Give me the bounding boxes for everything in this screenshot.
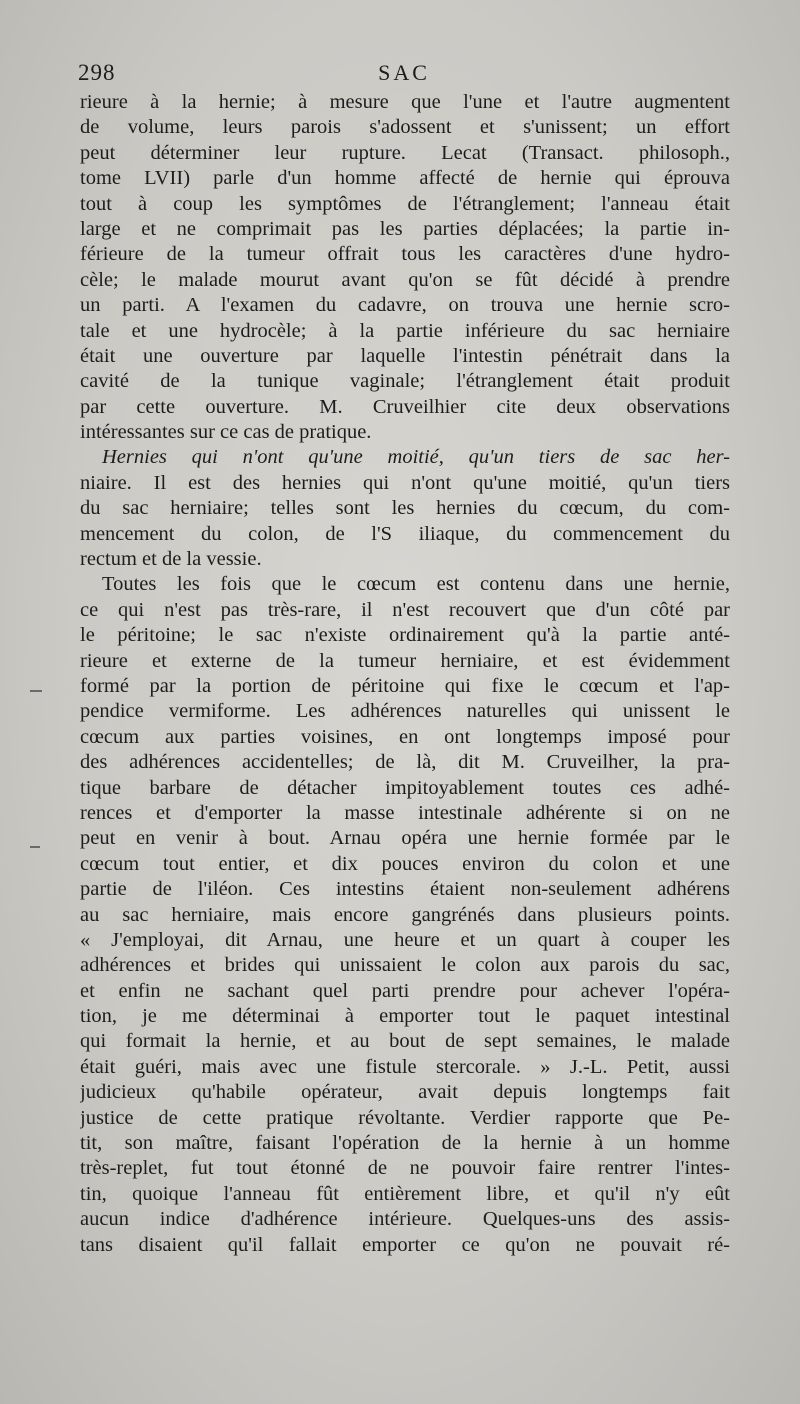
text-line: rieure à la hernie; à mesure que l'une et l'autre augmentent: [80, 91, 730, 113]
text-line: cèle; le malade mourut avant qu'on se fût décidé à prendre: [80, 268, 730, 291]
text-line: qui formait la hernie, et au bout de sept semaines, le malade: [80, 1030, 730, 1053]
text-line: était une ouverture par laquelle l'intestin pénétrait dans la: [80, 344, 730, 367]
text-line: pendice vermiforme. Les adhérences naturelles qui unissent le: [80, 700, 730, 723]
text-line: ce qui n'est pas très-rare, il n'est recouvert que d'un côté par: [80, 598, 730, 621]
text-line: de volume, leurs parois s'adossent et s'unissent; un effort: [80, 116, 730, 139]
running-head: [78, 60, 730, 90]
text-line: et enfin ne sachant quel parti prendre pour achever l'opéra-: [80, 979, 730, 1002]
text-line: rectum et de la vessie.: [80, 548, 262, 571]
text-line: tion, je me déterminai à emporter tout le paquet intestinal: [80, 1005, 730, 1028]
text-line: formé par la portion de péritoine qui fixe le cœcum et l'ap-: [80, 674, 730, 697]
subheading-line: Hernies qui n'ont qu'une moitié, qu'un tiers de sac her-: [102, 446, 730, 469]
text-line: tique barbare de détacher impitoyablement toutes ces adhé-: [80, 776, 730, 799]
text-line: au sac herniaire, mais encore gangrénés dans plusieurs points.: [80, 903, 730, 926]
page-number: 298: [78, 60, 116, 85]
text-line: large et ne comprimait pas les parties déplacées; la partie in-: [80, 217, 730, 240]
text-line: niaire. Il est des hernies qui n'ont qu'une moitié, qu'un tiers: [80, 471, 730, 494]
body-text: [80, 90, 730, 1258]
text-line: tans disaient qu'il fallait emporter ce qu'on ne pouvait ré-: [80, 1233, 730, 1256]
margin-mark: [30, 690, 42, 692]
text-line: judicieux qu'habile opérateur, avait depuis longtemps fait: [80, 1081, 730, 1104]
text-line: un parti. A l'examen du cadavre, on trouva une hernie scro-: [80, 294, 730, 317]
text-line: mencement du colon, de l'S iliaque, du commencement du: [80, 522, 730, 545]
section-title: SAC: [378, 60, 430, 85]
text-line: tin, quoique l'anneau fût entièrement libre, et qu'il n'y eût: [80, 1182, 730, 1205]
text-line: cavité de la tunique vaginale; l'étranglement était produit: [80, 370, 730, 393]
text-line: intéressantes sur ce cas de pratique.: [80, 421, 372, 444]
text-line: des adhérences accidentelles; de là, dit M. Cruveilher, la pra-: [80, 751, 730, 774]
text-line: cœcum aux parties voisines, en ont longtemps imposé pour: [80, 725, 730, 748]
text-line: était guéri, mais avec une fistule stercorale. » J.-L. Petit, aussi: [80, 1055, 730, 1078]
text-line: rences et d'emporter la masse intestinale adhérente si on ne: [80, 801, 730, 824]
text-line: justice de cette pratique révoltante. Verdier rapporte que Pe-: [80, 1106, 730, 1129]
text-line: aucun indice d'adhérence intérieure. Quelques-uns des assis-: [80, 1208, 730, 1231]
text-line: « J'employai, dit Arnau, une heure et un quart à couper les: [80, 928, 730, 951]
text-line: tale et une hydrocèle; à la partie inférieure du sac herniaire: [80, 319, 730, 342]
text-line: cœcum tout entier, et dix pouces environ du colon et une: [80, 852, 730, 875]
text-line: adhérences et brides qui unissaient le colon aux parois du sac,: [80, 954, 730, 977]
margin-mark: [30, 846, 40, 848]
text-line: peut en venir à bout. Arnau opéra une hernie formée par le: [80, 827, 730, 850]
text-line: par cette ouverture. M. Cruveilhier cite deux observations: [80, 395, 730, 418]
text-line: tit, son maître, faisant l'opération de la hernie à un homme: [80, 1132, 730, 1155]
text-line: partie de l'iléon. Ces intestins étaient non-seulement adhérens: [80, 878, 730, 901]
text-line: férieure de la tumeur offrait tous les caractères d'une hydro-: [80, 243, 730, 266]
text-line: peut déterminer leur rupture. Lecat (Transact. philosoph.,: [80, 141, 730, 164]
text-line: très-replet, fut tout étonné de ne pouvoir faire rentrer l'intes-: [80, 1157, 730, 1180]
text-line: tout à coup les symptômes de l'étranglement; l'anneau était: [80, 192, 730, 215]
text-line: du sac herniaire; telles sont les hernies du cœcum, du com-: [80, 497, 730, 520]
text-line: le péritoine; le sac n'existe ordinairement qu'à la partie anté-: [80, 624, 730, 647]
text-line: rieure et externe de la tumeur herniaire, et est évidemment: [80, 649, 730, 672]
text-line: Toutes les fois que le cœcum est contenu dans une hernie,: [102, 573, 730, 596]
text-line: tome LVII) parle d'un homme affecté de hernie qui éprouva: [80, 167, 730, 190]
